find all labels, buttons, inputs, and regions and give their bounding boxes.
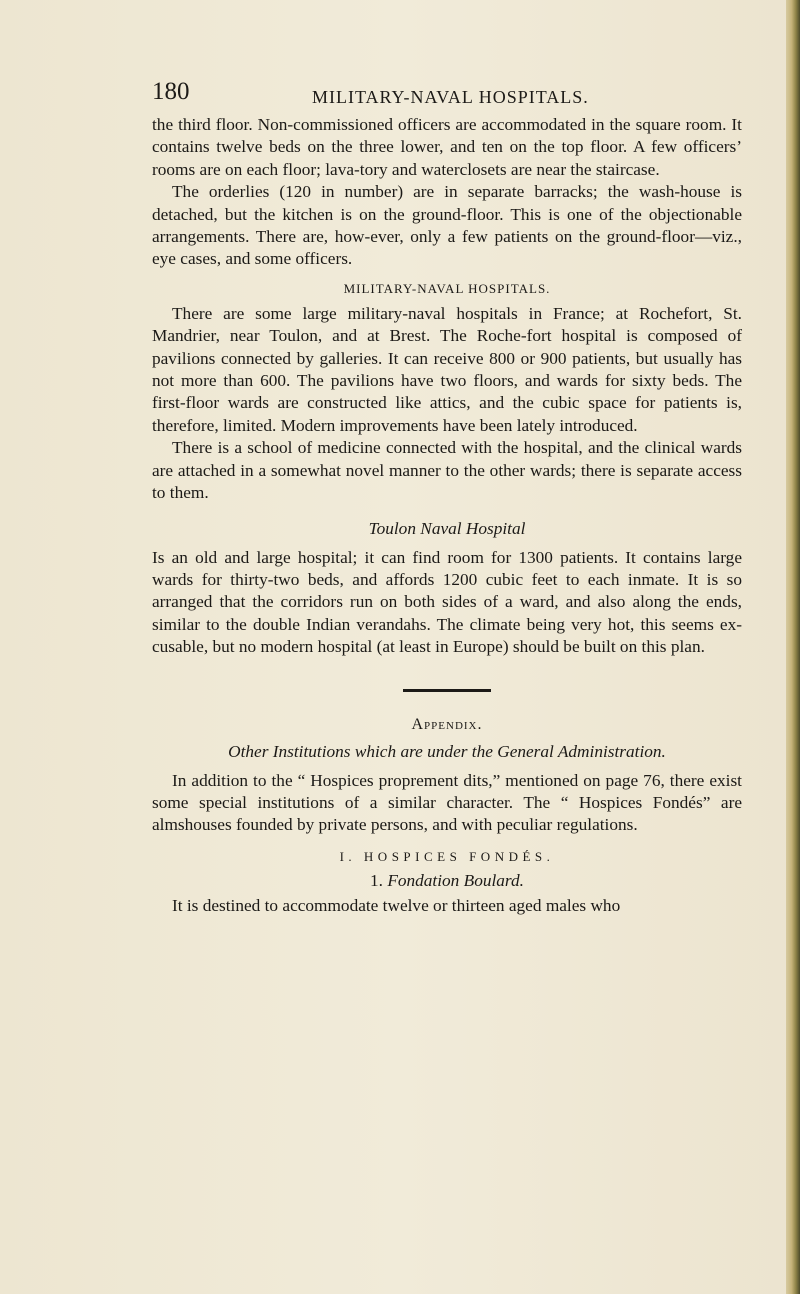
running-head: MILITARY-NAVAL HOSPITALS.	[312, 87, 589, 107]
paragraph: Is an old and large hospital; it can find room for 1300 patients. It contains large wards for thirty-two beds, and affords 1200 cubic feet to each inmate. It is so arranged that the corridors run on both sides of a ward, and also along the ends, similar to the double Indian verandahs. The climate being very hot, this seems ex-cusable, but no modern hospital (at least in Europe) should be built on this plan.	[152, 547, 742, 657]
paragraph: the third floor. Non-commissioned officers are accommodated in the square room. It contains twelve beds on the three lower, and ten on the top floor. A few officers’ rooms are on each floor; lava-tory and waterclosets are near the staircase.	[152, 115, 742, 179]
hospices-heading: I. HOSPICES FONDÉS.	[339, 848, 555, 864]
item-title: Fondation Boulard.	[387, 870, 524, 890]
divider-rule	[403, 689, 491, 692]
item-number: 1.	[370, 870, 388, 890]
page-header	[152, 78, 742, 114]
section-heading-toulon: Toulon Naval Hospital	[368, 518, 526, 538]
paragraph: It is destined to accommodate twelve or thirteen aged males who	[172, 895, 621, 915]
paragraph: The orderlies (120 in number) are in separate barracks; the wash-house is detached, but the kitchen is on the ground-floor. This is one of the objectionable arrangements. There are, how-ever, only a few patients on the ground-floor—viz., eye cases, and some officers.	[152, 182, 742, 269]
section-heading-military: MILITARY-NAVAL HOSPITALS.	[343, 280, 551, 296]
item-heading	[152, 871, 742, 891]
appendix-subheading: Other Institutions which are under the General Administration.	[228, 741, 666, 761]
paragraph: There are some large military-naval hospitals in France; at Rochefort, St. Mandrier, near Toulon, and at Brest. The Roche-fort hospital is composed of pavilions connected by galleries. It can receive 800 or 900 patients, but usually has not more than 600. The pavilions have two floors, and wards for sixty beds. The first-floor wards are constructed like attics, and the cubic space for patients is, therefore, limited. Modern improvements have been lately introduced.	[152, 303, 742, 435]
appendix-heading: Appendix.	[411, 715, 483, 733]
page-edge	[786, 0, 800, 1294]
paragraph: There is a school of medicine connected with the hospital, and the clinical wards are attached in a somewhat novel manner to the other wards; there is separate access to them.	[152, 438, 742, 503]
page-number: 180	[152, 78, 190, 105]
paragraph: In addition to the “ Hospices proprement dits,” mentioned on page 76, there exist some special institutions of a similar character. The “ Hospices Fondés” are almshouses founded by private persons, and with peculiar regulations.	[152, 770, 742, 835]
page-content	[152, 78, 742, 917]
